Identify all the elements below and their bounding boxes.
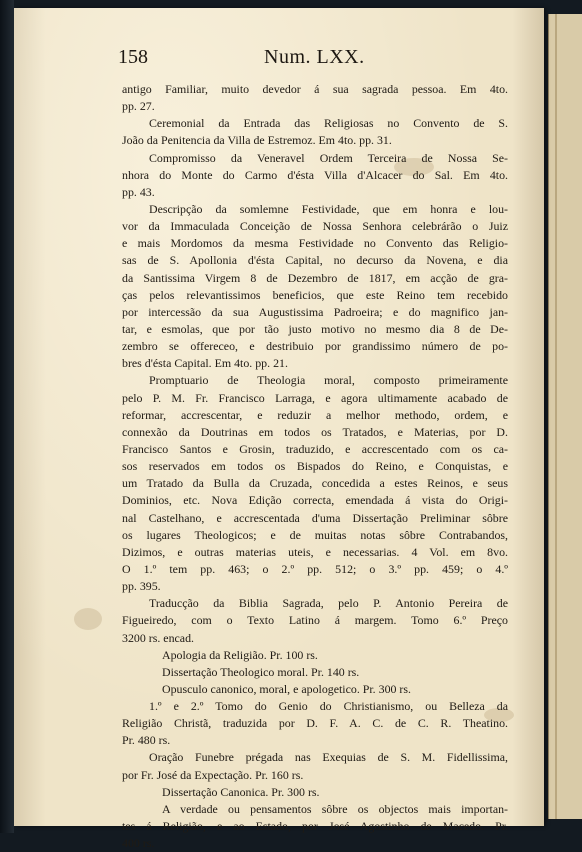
text-line: sas de S. Apollonia d'ésta Capital, no decurso da Novena, e dia: [122, 253, 508, 268]
text-line: reformar, accrescentar, e reduzir a melhor methodo, ordem, e: [122, 407, 508, 422]
running-head: Num. LXX.: [264, 46, 365, 68]
text-line: Opusculo canonico, moral, e apologetico. Pr. 300 rs.: [162, 681, 411, 696]
text-line: João da Penitencia da Villa de Estremoz. Em 4to. pp. 31.: [122, 133, 392, 148]
text-line: tes á Religião, e ao Estado, por José Agostinho de Macedo. Pr.: [122, 819, 508, 834]
text-line: Dominios, etc. Nova Edição correcta, emendada á vista do Origi-: [122, 493, 508, 508]
text-line: Promptuario de Theologia moral, composto primeiramente: [149, 373, 508, 388]
text-line: 3200 rs. encad.: [122, 630, 194, 645]
text-line: por Fr. José da Expectação. Pr. 160 rs.: [122, 767, 304, 782]
text-line: os lugares Theologicos; e de muitas notas sôbre Contrabandos,: [122, 527, 508, 542]
text-line: Pr. 480 rs.: [122, 733, 171, 748]
text-line: bres d'ésta Capital. Em 4to. pp. 21.: [122, 356, 288, 371]
text-line: Dizimos, e outras materias uteis, e necessarias. 4 Vol. em 8vo.: [122, 544, 508, 559]
text-line: nhora do Monte do Carmo d'ésta Villa d'Alcacer do Sal. Em 4to.: [122, 167, 508, 182]
text-line: zembro se offereceo, e destribuio por grandissimo número de po-: [122, 339, 508, 354]
text-line: Dissertação Canonica. Pr. 300 rs.: [162, 784, 320, 799]
text-line: pelo P. M. Fr. Francisco Larraga, e agora ultimamente acabado de: [122, 390, 508, 405]
text-line: Compromisso da Veneravel Ordem Terceira de Nossa Se-: [149, 150, 508, 165]
text-line: Francisco Santos e Grosin, traduzido, e accrescentado com os ca-: [122, 441, 508, 456]
text-line: pp. 43.: [122, 184, 155, 199]
text-line: 400 rs.: [122, 836, 155, 851]
page-edge-line: [555, 14, 557, 819]
text-line: Descripção da somlemne Festividade, que em honra e lou-: [149, 201, 508, 216]
text-line: antigo Familiar, muito devedor á sua sagrada pessoa. Em 4to.: [122, 82, 508, 96]
adjacent-page-edge: [548, 14, 582, 819]
text-line: O 1.º tem pp. 463; o 2.º pp. 512; o 3.º pp. 459; o 4.º: [122, 561, 508, 576]
text-line: Figueiredo, com o Texto Latino á margem. Tomo 6.º Preço: [122, 613, 508, 628]
text-line: um Tratado da Bulla da Cruzada, concedida a estes Reinos, e seus: [122, 476, 508, 491]
text-line: vor da Immaculada Conceição de Nossa Senhora celebrárão o Juiz: [122, 219, 508, 234]
text-line: Ceremonial da Entrada das Religiosas no Convento de S.: [149, 116, 508, 131]
text-line: A verdade ou pensamentos sôbre os objectos mais importan-: [162, 801, 508, 816]
text-line: Religião Christã, traduzida por D. F. A. C. de C. R. Theatino.: [122, 716, 508, 731]
text-line: pp. 27.: [122, 99, 155, 114]
catalogue-text: [122, 81, 508, 852]
text-line: 1.º e 2.º Tomo do Genio do Christianismo, ou Belleza da: [149, 699, 508, 714]
text-line: Dissertação Theologico moral. Pr. 140 rs.: [162, 664, 360, 679]
page-header: [104, 34, 524, 68]
text-line: e mais Mordomos da mesma Festividade no Convento das Religio-: [122, 236, 508, 251]
text-line: sos reservados em todos os Bispados do Reino, e Conquistas, e: [122, 459, 508, 474]
text-line: Oração Funebre prégada nas Exequias de S. M. Fidellissima,: [149, 750, 508, 765]
text-line: ças pelos relevantissimos beneficios, que este Reino tem recebido: [122, 287, 508, 302]
text-line: Traducção da Biblia Sagrada, pelo P. Antonio Pereira de: [149, 596, 508, 611]
text-line: nal Castelhano, e accrescentada d'uma Dissertação Preliminar sôbre: [122, 510, 508, 525]
text-line: Apologia da Religião. Pr. 100 rs.: [162, 647, 318, 662]
text-line: connexão da Doutrinas em todos os Tratados, e Materias, por D.: [122, 424, 508, 439]
text-line: tar, e esmolas, que por tão justo motivo no mesmo dia 8 de De-: [122, 321, 508, 336]
text-line: pp. 395.: [122, 579, 161, 594]
book-spine: [0, 0, 14, 833]
text-line: por intercessão da sua Augustissima Padroeira; e do magnifico jan-: [122, 304, 508, 319]
text-line: da Santissima Virgem 8 de Dezembro de 1817, em acção de gra-: [122, 270, 508, 285]
paper-stain: [74, 608, 102, 630]
page-number: 158: [118, 46, 148, 68]
